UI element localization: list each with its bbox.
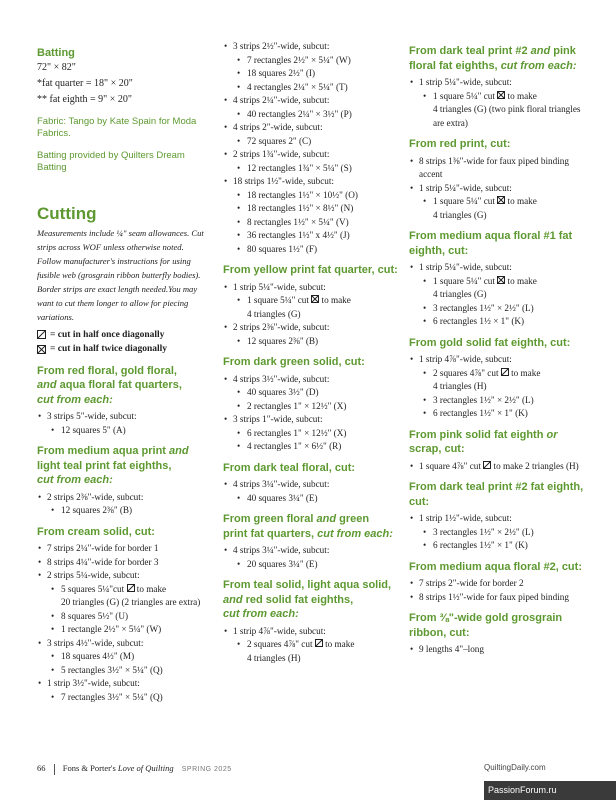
list bbox=[37, 410, 209, 437]
issue-season: SPRING 2025 bbox=[181, 766, 232, 773]
section-heading: From gold solid fat eighth, cut: bbox=[409, 336, 571, 349]
list-item: • 1 square 5¼" cut to make 4 triangles (G) bbox=[223, 294, 401, 321]
list bbox=[223, 625, 401, 666]
watermark: PassionForum.ru bbox=[488, 785, 557, 795]
list-item: • 2 strips 2⅜"-wide, subcut: bbox=[37, 491, 209, 505]
site-url: QuiltingDaily.com bbox=[484, 763, 546, 772]
list-item: • 3 strips 4½"-wide, subcut: bbox=[37, 637, 209, 651]
list-item: • 1 strip 5¼"-wide, subcut: bbox=[409, 76, 589, 90]
list-item: • 8 strips 1½"-wide for faux piped binding bbox=[409, 591, 589, 605]
cut-once-icon bbox=[37, 330, 46, 339]
list-item: • 1 strip 3½"-wide, subcut: bbox=[37, 677, 209, 691]
fat-quarter-note: *fat quarter = 18" × 20" bbox=[37, 77, 133, 89]
list bbox=[409, 643, 589, 657]
list bbox=[223, 373, 401, 454]
list-item: • 1 strip 5¼"-wide, subcut: bbox=[223, 281, 401, 295]
section-heading: From yellow print fat quarter, cut: bbox=[223, 264, 398, 276]
section-heading: From dark green solid, cut: bbox=[223, 356, 365, 368]
footer-divider bbox=[54, 764, 55, 775]
section-heading: From medium aqua print and light teal print fat eighths, cut from each: bbox=[37, 445, 189, 486]
list-item: • 18 squares 4½" (M) bbox=[37, 650, 209, 664]
list-item: • 3 rectangles 1½" × 2½" (L) bbox=[409, 302, 589, 316]
list-item: • 7 strips 2"-wide for border 2 bbox=[409, 577, 589, 591]
list-item: • 6 rectangles 1½" × 1" (K) bbox=[409, 407, 589, 421]
list-item: • 4 strips 3½"-wide, subcut: bbox=[223, 373, 401, 387]
magazine-name-italic: Love of Quilting bbox=[117, 763, 174, 773]
page-footer bbox=[37, 763, 232, 775]
batting-size: 72" × 82" bbox=[37, 61, 76, 73]
list-item: • 2 squares 4⅞" cut to make 4 triangles (H) bbox=[409, 367, 589, 394]
section-heading: From medium aqua floral #1 fat eighth, cut: bbox=[409, 230, 573, 257]
section-heading: From red print, cut: bbox=[409, 138, 511, 150]
list-item: • 12 squares 2⅜" (B) bbox=[223, 335, 401, 349]
list-item: • 1 square 5¼" cut to make 4 triangles (G) (two pink floral triangles are extra) bbox=[409, 90, 589, 131]
list bbox=[223, 478, 401, 505]
list-item: • 1 square 4⅞" cut to make 2 triangles (H) bbox=[409, 460, 589, 474]
list-item: • 9 lengths 4"–long bbox=[409, 643, 589, 657]
list-item: • 4 rectangles 2¼" × 5¼" (T) bbox=[223, 81, 401, 95]
list bbox=[409, 353, 589, 421]
list bbox=[223, 40, 401, 256]
cutting-intro: Measurements include ¼" seam allowances. Cut strips across WOF unless otherwise noted. Follow manufacturer's instructions for using fusible web (grosgrain ribbon butterfly bodies). Border strips are exact length needed.You may want to cut them longer to allow for piecing variations. bbox=[37, 227, 204, 322]
list-item: • 2 strips 5¼-wide, subcut: bbox=[37, 569, 209, 583]
list-item: • 18 rectangles 1½" × 8½" (N) bbox=[223, 202, 401, 216]
list-item: • 7 rectangles 3½" × 5¼" (Q) bbox=[37, 691, 209, 705]
list-item: • 1 strip 4⅞"-wide, subcut: bbox=[223, 625, 401, 639]
list-item: • 18 rectangles 1½" × 10½" (O) bbox=[223, 189, 401, 203]
list bbox=[409, 512, 589, 553]
list bbox=[223, 281, 401, 349]
section-heading: From medium aqua floral #2, cut: bbox=[409, 560, 582, 573]
list bbox=[37, 542, 209, 704]
list-item: • 5 squares 5¼"cut to make 20 triangles (G) (2 triangles are extra) bbox=[37, 583, 209, 610]
list-item: • 1 strip 5¼"-wide, subcut: bbox=[409, 182, 589, 196]
legend-once-text: = cut in half once diagonally bbox=[50, 329, 165, 340]
fabric-note: Fabric: Tango by Kate Spain for Moda Fabrics. bbox=[37, 115, 197, 139]
list-item: • 40 rectangles 2¼" × 3½" (P) bbox=[223, 108, 401, 122]
list-item: • 3 strips 2½"-wide, subcut: bbox=[223, 40, 401, 54]
section-heading: From pink solid fat eighth or scrap, cut: bbox=[409, 428, 558, 455]
cut-once-icon bbox=[315, 639, 323, 647]
list-item: • 12 rectangles 1¾" × 5¼" (S) bbox=[223, 162, 401, 176]
list-item: • 1 rectangle 2½" × 5¼" (W) bbox=[37, 623, 209, 637]
column-1 bbox=[37, 40, 209, 704]
list-item: • 2 strips 1¾"-wide, subcut: bbox=[223, 148, 401, 162]
list-item: • 18 squares 2½" (I) bbox=[223, 67, 401, 81]
list-item: • 2 squares 4⅞" cut to make 4 triangles (H) bbox=[223, 638, 401, 665]
list-item: • 4 strips 2"-wide, subcut: bbox=[223, 121, 401, 135]
list-item: • 12 squares 5" (A) bbox=[37, 424, 209, 438]
batting-heading: Batting bbox=[37, 47, 75, 59]
cut-once-icon bbox=[127, 584, 135, 592]
list-item: • 1 square 5¼" cut to make 4 triangles (G) bbox=[409, 275, 589, 302]
list bbox=[409, 577, 589, 604]
list-item: • 3 rectangles 1½" × 2½" (L) bbox=[409, 526, 589, 540]
list-item: • 4 rectangles 1" × 6½" (R) bbox=[223, 440, 401, 454]
list-item: • 8 strips 1⅜"-wide for faux piped binding accent bbox=[409, 155, 589, 182]
list-item: • 18 strips 1½"-wide, subcut: bbox=[223, 175, 401, 189]
section-heading: From dark teal floral, cut: bbox=[223, 461, 356, 474]
column-2 bbox=[223, 40, 401, 665]
page-number: 66 bbox=[37, 763, 46, 773]
section-heading: From red floral, gold floral, and aqua floral fat quarters, cut from each: bbox=[37, 364, 182, 406]
cut-once-icon bbox=[501, 368, 509, 376]
list-item: • 8 strips 4¼"-wide for border 3 bbox=[37, 556, 209, 570]
list-item: • 36 rectangles 1½" x 4½" (J) bbox=[223, 229, 401, 243]
list-item: • 1 square 5¼" cut to make 4 triangles (G) bbox=[409, 195, 589, 222]
list bbox=[409, 460, 589, 474]
list-item: • 7 rectangles 2½" × 5¼" (W) bbox=[223, 54, 401, 68]
list-item: • 4 strips 3¼"-wide, subcut: bbox=[223, 478, 401, 492]
list-item: • 3 strips 1"-wide, subcut: bbox=[223, 413, 401, 427]
list-item: • 6 rectangles 1" × 12½" (X) bbox=[223, 427, 401, 441]
list-item: • 40 squares 3¼" (E) bbox=[223, 492, 401, 506]
list-item: • 8 rectangles 1½" × 5¼" (V) bbox=[223, 216, 401, 230]
list bbox=[409, 76, 589, 130]
legend-once bbox=[37, 328, 209, 343]
list-item: • 3 strips 5"-wide, subcut: bbox=[37, 410, 209, 424]
list-item: • 72 squares 2" (C) bbox=[223, 135, 401, 149]
list-item: • 1 strip 5¼"-wide, subcut: bbox=[409, 261, 589, 275]
list-item: • 6 rectangles 1½ × 1" (K) bbox=[409, 315, 589, 329]
cutting-title: Cutting bbox=[37, 203, 97, 223]
list bbox=[409, 261, 589, 329]
legend-twice-text: = cut in half twice diagonally bbox=[50, 344, 168, 354]
list bbox=[37, 491, 209, 518]
fat-eighth-note: ** fat eighth = 9" × 20" bbox=[37, 93, 132, 105]
list-item: • 80 squares 1½" (F) bbox=[223, 243, 401, 257]
section-heading: From green floral and green print fat quarters, cut from each: bbox=[223, 513, 393, 540]
section-heading: From ⅜"-wide gold grosgrain ribbon, cut: bbox=[409, 612, 563, 639]
column-3 bbox=[409, 40, 589, 657]
legend-twice bbox=[37, 342, 209, 357]
section-heading: From teal solid, light aqua solid, and red solid fat eighths, cut from each: bbox=[223, 579, 392, 620]
magazine-name: Fons & Porter's bbox=[62, 763, 116, 773]
list-item: • 12 squares 2⅜" (B) bbox=[37, 504, 209, 518]
list-item: • 8 squares 5½" (U) bbox=[37, 610, 209, 624]
list-item: • 4 strips 3¼"-wide, subcut: bbox=[223, 544, 401, 558]
list bbox=[409, 155, 589, 223]
list-item: • 2 rectangles 1" × 12½" (X) bbox=[223, 400, 401, 414]
list-item: • 5 rectangles 3½" × 5¼" (Q) bbox=[37, 664, 209, 678]
section-heading: From dark teal print #2 fat eighth, cut: bbox=[409, 481, 584, 508]
list-item: • 20 squares 3¼" (E) bbox=[223, 558, 401, 572]
batting-provided-note: Batting provided by Quilters Dream Batting bbox=[37, 149, 185, 173]
list-item: • 3 rectangles 1½" × 2½" (L) bbox=[409, 394, 589, 408]
cut-twice-icon bbox=[37, 345, 46, 354]
list-item: • 1 strip 1½"-wide, subcut: bbox=[409, 512, 589, 526]
list-item: • 40 squares 3½" (D) bbox=[223, 386, 401, 400]
list-item: • 6 rectangles 1½" × 1" (K) bbox=[409, 539, 589, 553]
section-heading: From dark teal print #2 and pink floral fat eighths, cut from each: bbox=[409, 45, 577, 72]
list-item: • 2 strips 2⅜"-wide, subcut: bbox=[223, 321, 401, 335]
list bbox=[223, 544, 401, 571]
section-heading: From cream solid, cut: bbox=[37, 525, 155, 538]
list-item: • 7 strips 2¼"-wide for border 1 bbox=[37, 542, 209, 556]
list-item: • 4 strips 2¼"-wide, subcut: bbox=[223, 94, 401, 108]
list-item: • 1 strip 4⅞"-wide, subcut: bbox=[409, 353, 589, 367]
